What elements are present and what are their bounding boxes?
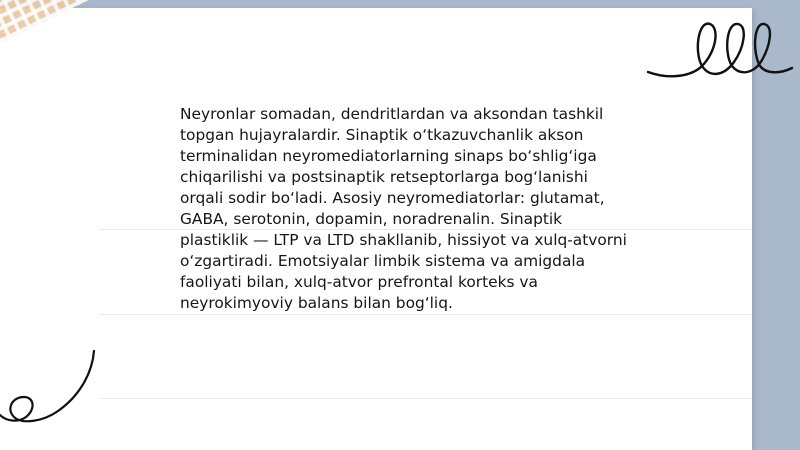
- paper-rule: [100, 398, 752, 399]
- paper-rule: [100, 314, 752, 315]
- swirl-scribble-icon: [0, 345, 110, 430]
- loop-scribble-icon: [640, 10, 800, 90]
- body-paragraph: Neyronlar somadan, dendritlardan va aksondan tashkil topgan hujayralardir. Sinaptik o‘tkazuvchanlik akson terminalidan neyromediatorlarning sinaps bo‘shlig‘iga chiqarilishi va postsinaptik retseptorlarga bog‘lanishi orqali sodir bo‘ladi. Asosiy neyromediatorlar: glutamat, GABA, serotonin, dopamin, noradrenalin. Sinaptik plastiklik — LTP va LTD shakllanib, hissiyot va xulq-atvorni o‘zgartiradi. Emotsiyalar limbik sistema va amigdala faoliyati bilan, xulq-atvor prefrontal korteks va neyrokimyoviy balans bilan bog‘liq.: [180, 105, 627, 312]
